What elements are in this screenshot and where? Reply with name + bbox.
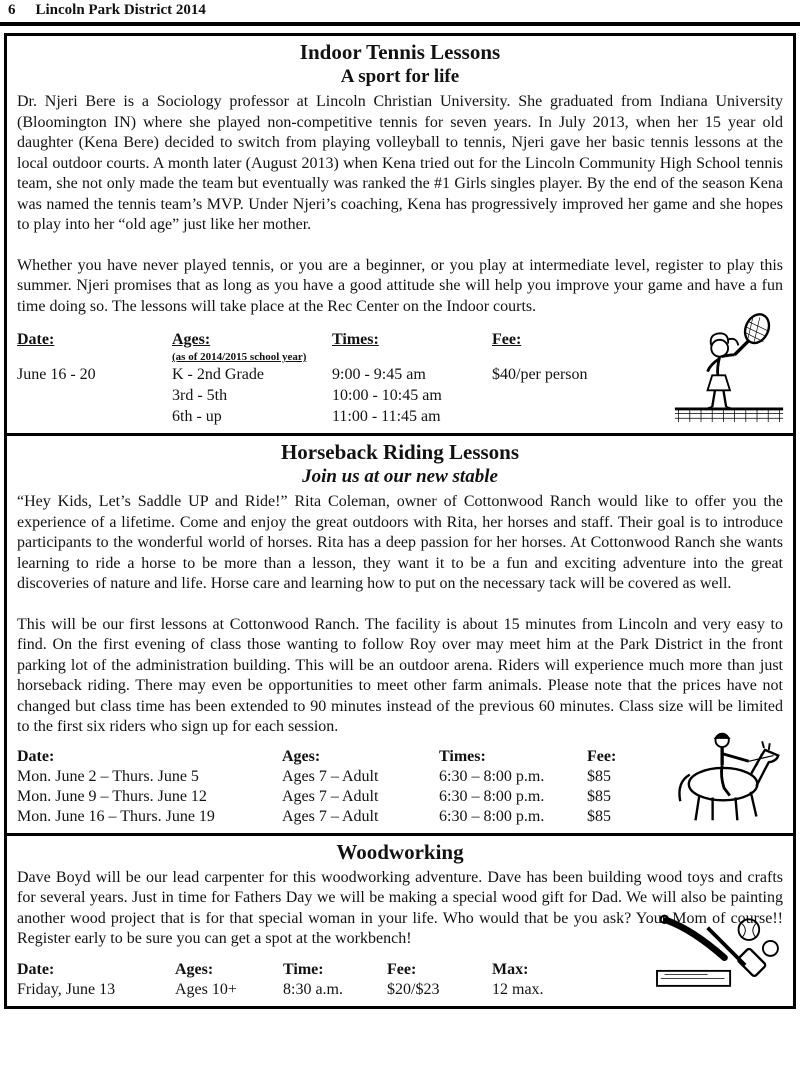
woodworking-header-max: Max:	[492, 960, 529, 978]
page-header	[0, 0, 800, 26]
tennis-paragraph-1: Dr. Njeri Bere is a Sociology professor at Lincoln Christian University. She graduated from Indiana University (Bloomington IN) where she played non-competitive tennis for seven years. In July 2013, when her 15 year old daughter (Kena Bere) decided to switch from playing volleyball to tennis, Njeri gave her basic tennis lessons at the local outdoor courts. A month later (August 2013) when Kena tried out for the Lincoln Community High School tennis team, she not only made the team but eventually was ranked the #1 Girls singles player. By the end of the season Kena was named the tennis team’s MVP. Under Njeri’s coaching, Kena has progressively improved her game and she hopes to play into her “old age” just like her mother.	[17, 93, 783, 233]
horseback-date-cell: Mon. June 2 – Thurs. June 5	[17, 767, 199, 785]
woodworking-header-fee: Fee:	[387, 960, 417, 978]
horseback-ages-cell: Ages 7 – Adult	[282, 807, 379, 825]
tennis-ages-note: (as of 2014/2015 school year)	[172, 351, 307, 363]
horseback-subtitle: Join us at our new stable	[302, 466, 498, 487]
woodworking-date-cell: Friday, June 13	[17, 980, 116, 998]
tennis-age-cell: 6th - up	[172, 408, 222, 425]
tennis-header-ages: Ages:	[172, 331, 211, 348]
tennis-time-cell: 11:00 - 11:45 am	[332, 408, 441, 425]
horseback-date-cell: Mon. June 9 – Thurs. June 12	[17, 787, 207, 805]
horseback-fee-cell: $85	[587, 767, 611, 785]
horseback-header-fee: Fee:	[587, 747, 617, 765]
woodworking-section	[4, 836, 796, 1009]
horseback-header-ages: Ages:	[282, 747, 321, 765]
woodworking-max-cell: 12 max.	[492, 980, 544, 998]
horseback-time-cell: 6:30 – 8:00 p.m.	[439, 807, 545, 825]
woodworking-fee-cell: $20/$23	[387, 980, 440, 998]
horseback-header-date: Date:	[17, 747, 55, 765]
woodworking-paragraph-1: Dave Boyd will be our lead carpenter for this woodworking adventure. Dave has been building wood toys and crafts for several years. Just in time for Fathers Day we will be making a special wood gift for Dad. We will also be painting another wood project that is for that special woman in your life. Who would that be you ask? Your Mom of course!! Register early to be sure you can get a spot at the workbench!	[17, 868, 783, 947]
tennis-header-date: Date:	[17, 331, 55, 348]
woodworking-header-ages: Ages:	[175, 960, 214, 978]
spacer-cell	[17, 385, 172, 406]
tennis-date-cell: June 16 - 20	[17, 366, 96, 383]
horseback-ages-cell: Ages 7 – Adult	[282, 787, 379, 805]
spacer-cell	[17, 406, 172, 427]
tennis-header-times: Times:	[332, 331, 379, 348]
woodworking-header-time: Time:	[283, 960, 324, 978]
tennis-age-cell: 3rd - 5th	[172, 387, 228, 404]
horseback-paragraph-1: “Hey Kids, Let’s Saddle UP and Ride!” Rita Coleman, owner of Cottonwood Ranch would like to offer you the experience of a lifetime. Come and enjoy the great outdoors with Rita, her horses and staff. Their goal is to introduce participants to the wonderful world of horses. Rita has a deep passion for her horses. At Cottonwood Ranch she wants learning to ride a horse to be more than a lesson, they want it to be a fun and exciting adventure into the great discoveries of nature and life. Horse care and learning how to put on the necessary tack will be covered as well.	[17, 493, 783, 592]
woodworking-ages-cell: Ages 10+	[175, 980, 237, 998]
horseback-time-cell: 6:30 – 8:00 p.m.	[439, 767, 545, 785]
tennis-player-clipart	[673, 308, 785, 429]
horseback-fee-cell: $85	[587, 807, 611, 825]
tennis-time-cell: 9:00 - 9:45 am	[332, 366, 426, 383]
tennis-section	[4, 33, 796, 436]
tennis-schedule-table	[17, 329, 783, 427]
spacer-cell	[332, 350, 492, 364]
woodworking-time-cell: 8:30 a.m.	[283, 980, 343, 998]
tennis-fee-cell: $40/per person	[492, 366, 588, 383]
tennis-paragraph-2: Whether you have never played tennis, or you are a beginner, or you play at intermediate level, register to play this summer. Njeri promises that as long as you have a good attitude she will help you improve your game and have a fun time doing so. The lessons will take place at the Rec Center on the Indoor courts.	[17, 256, 783, 315]
tennis-header-fee: Fee:	[492, 331, 522, 348]
woodworking-title: Woodworking	[336, 839, 464, 864]
horseback-paragraph-2: This will be our first lessons at Cottonwood Ranch. The facility is about 15 minutes from Lincoln and very easy to find. On the first evening of class those wanting to follow Roy over may meet him at the Park District in the front parking lot of the administration building. This will be an outdoor arena. Riders will experience much more than just horseback riding. There may even be opportunities to meet other farm animals. Please note that the prices have not changed but class time has been extended to 90 minutes instead of the previous 60 minutes. Class size will be limited to the first six riders who sign up for each session.	[17, 615, 783, 735]
horseback-fee-cell: $85	[587, 787, 611, 805]
tennis-time-cell: 10:00 - 10:45 am	[332, 387, 442, 404]
horseback-header-times: Times:	[439, 747, 486, 765]
woodworking-tools-clipart	[651, 909, 783, 1004]
tennis-age-cell: K - 2nd Grade	[172, 366, 264, 383]
horseback-ages-cell: Ages 7 – Adult	[282, 767, 379, 785]
spacer-cell	[17, 350, 172, 364]
horse-rider-clipart	[663, 708, 787, 831]
horseback-time-cell: 6:30 – 8:00 p.m.	[439, 787, 545, 805]
woodworking-header-date: Date:	[17, 960, 55, 978]
tennis-title: Indoor Tennis Lessons	[299, 40, 501, 64]
page-number: 6	[8, 2, 16, 18]
tennis-subtitle: A sport for life	[340, 66, 460, 87]
horseback-section	[4, 436, 796, 836]
page-header-title: Lincoln Park District 2014	[35, 2, 206, 18]
horseback-date-cell: Mon. June 16 – Thurs. June 19	[17, 807, 215, 825]
horseback-title: Horseback Riding Lessons	[280, 440, 520, 464]
